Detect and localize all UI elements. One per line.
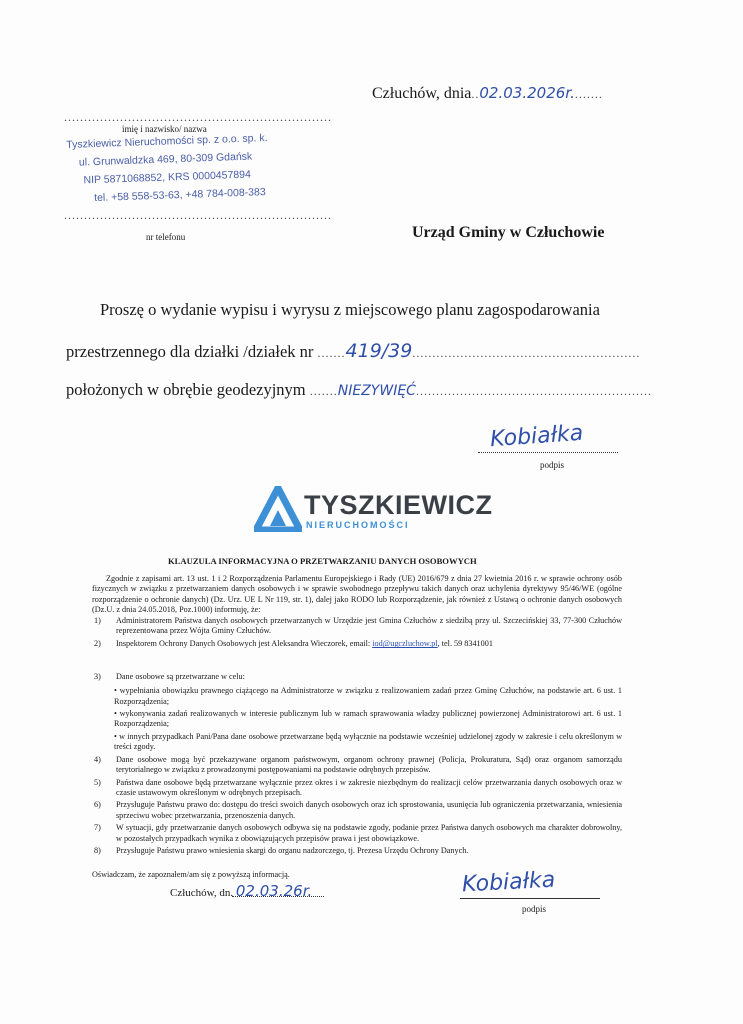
name-label: imię i nazwisko/ nazwa bbox=[122, 124, 207, 134]
request-line-3: położonych w obrębie geodezyjnym .......NIEZYWIĘĆ........................................................... bbox=[66, 380, 652, 399]
phone-label: nr telefonu bbox=[146, 232, 186, 242]
iod-email-link[interactable]: iod@ugczluchow.pl bbox=[372, 639, 438, 649]
signature-1-label: podpis bbox=[540, 460, 565, 470]
bottom-date-handwritten: 02.03.26r. bbox=[235, 882, 313, 900]
logo-subtitle: NIERUCHOMOŚCI bbox=[306, 520, 410, 530]
clause-body bbox=[92, 574, 622, 881]
name-dotted-line: ................................................................... bbox=[64, 110, 332, 124]
clause-item-1: 1) Administratorem Państwa danych osobowych przetwarzanych w Urzędzie jest Gmina Człuchów z siedzibą przy ul. Szczecińskiej 33, 77-300 Człuchów reprezentowana przez Wójta Gminy Człuchów. bbox=[94, 615, 622, 636]
signature-1: Kobiałka bbox=[489, 420, 584, 453]
clause-bullet-2: • wykonywania zadań realizowanych w interesie publicznym lub w ramach sprawowania władzy publicznej powierzonej Administratorowi art. 6 ust. 1 Rozporządzenia; bbox=[114, 709, 622, 729]
addressee: Urząd Gminy w Człuchowie bbox=[412, 224, 605, 241]
stamp-line-1: Tyszkiewicz Nieruchomości sp. z o.o. sp. k. bbox=[66, 131, 268, 151]
declaration: Oświadczam, że zapoznałem/am się z powyższą informacją. bbox=[92, 870, 290, 880]
logo-triangle-icon bbox=[254, 486, 302, 532]
bottom-place-date bbox=[170, 882, 312, 900]
bottom-place-label: Człuchów, dn. bbox=[170, 887, 234, 899]
bottom-date-line bbox=[232, 896, 324, 897]
clause-item-4: 4) Dane osobowe mogą być przekazywane organom państwowym, organom ochrony prawnej (Policja, Prokuratura, Sąd) oraz organom samorządu terytorialnego w związku z prowadzonymi postępowaniami na podstawie odrębnych przepisów. bbox=[94, 754, 622, 775]
signature-2-label: podpis bbox=[522, 904, 547, 914]
stamp-line-3: NIP 5871068852, KRS 0000457894 bbox=[83, 168, 252, 187]
parcel-handwritten: 419/39 bbox=[345, 340, 413, 362]
clause-item-8: 8) Przysługuje Państwu prawo wniesienia skargi do organu nadzorczego, tj. Prezesa Urzędu Ochrony Danych. bbox=[94, 845, 469, 855]
signature-1-line bbox=[478, 452, 618, 453]
clause-title: KLAUZULA INFORMACYJNA O PRZETWARZANIU DANYCH OSOBOWYCH bbox=[168, 556, 477, 566]
company-stamp bbox=[66, 129, 270, 208]
precinct-label: położonych w obrębie geodezyjnym bbox=[66, 380, 306, 399]
place-date-label: Człuchów, dnia bbox=[372, 85, 472, 102]
clause-bullet-1: • wypełniania obowiązku prawnego ciążącego na Administratorze w związku z realizowaniem zadań przez Gminę Człuchów, na podstawie art. 6 ust. 1 Rozporządzenia; bbox=[114, 686, 622, 706]
clause-item-3: 3) Dane osobowe są przetwarzane w celu: bbox=[94, 671, 245, 681]
clause-bullet-3: • w innych przypadkach Pani/Pana dane osobowe przetwarzane będą wyłącznie na podstawie wcześniej udzielonej zgody w zakresie i celu określonym w treści zgody. bbox=[114, 731, 622, 752]
phone-dotted-line: ................................................................... bbox=[64, 208, 332, 222]
clause-item-2: 2) Inspektorem Ochrony Danych Osobowych jest Aleksandra Wieczorek, email: iod@ugczluchow.pl, tel. 59 8341001 bbox=[94, 639, 493, 649]
request-line-2: przestrzennego dla działki /działek nr .......419/39......................................................... bbox=[66, 340, 641, 362]
clause-item-6: 6) Przysługuje Państwu prawo do: dostępu do treści swoich danych osobowych oraz ich sprostowania, usunięcia lub ograniczenia przetwarzania, wniesienia sprzeciwu wobec przetwarzania, przenoszenia danych. bbox=[94, 800, 622, 820]
precinct-handwritten: NIEZYWIĘĆ bbox=[337, 383, 416, 399]
date-handwritten: 02.03.2026r. bbox=[479, 84, 575, 102]
place-date-line: Człuchów, dnia..02.03.2026r........ bbox=[372, 84, 603, 102]
request-line-1: Proszę o wydanie wypisu i wyrysu z miejscowego planu zagospodarowania bbox=[100, 300, 600, 319]
clause-intro: Zgodnie z zapisami art. 13 ust. 1 i 2 Rozporządzenia Parlamentu Europejskiego i Rady (UE) 2016/679 z dnia 27 kwietnia 2016 r. w sprawie ochrony osób fizycznych w związku z przetwarzaniem danych osobowych i w sprawie swobodnego przepływu takich danych oraz uchylenia dyrektywy 95/46/WE (ogólne rozporządzenie o ochronie danych) (Dz. Urz. UE L Nr 119, str. 1), dalej jako RODO lub Rozporządzenie, jak również z Ustawą o ochronie danych osobowych (Dz.U. z dnia 24.05.2018, Poz.1000) informuję, że: bbox=[92, 574, 622, 615]
logo-name: TYSZKIEWICZ bbox=[304, 490, 493, 520]
clause-item-5: 5) Państwa dane osobowe będą przetwarzane wyłącznie przez okres i w zakresie niezbędnym do realizacji celów przetwarzania danych osobowych oraz w czasie ustawowym określonym w odrębnych przepisach. bbox=[94, 777, 622, 797]
stamp-line-4: tel. +58 558-53-63, +48 784-008-383 bbox=[93, 186, 266, 205]
clause-item-7: 7) W sytuacji, gdy przetwarzanie danych osobowych odbywa się na podstawie zgody, podanie przez Państwa danych osobowych ma charakter dobrowolny, w pozostałych przypadkach wynika z obowiązujących przepisów prawa i jest obowiązkowe. bbox=[94, 823, 622, 843]
signature-2-line bbox=[460, 898, 600, 899]
stamp-line-2: ul. Grunwaldzka 469, 80-309 Gdańsk bbox=[78, 150, 253, 169]
signature-2: Kobiałka bbox=[461, 867, 556, 898]
parcel-label: przestrzennego dla działki /działek nr bbox=[66, 342, 314, 361]
